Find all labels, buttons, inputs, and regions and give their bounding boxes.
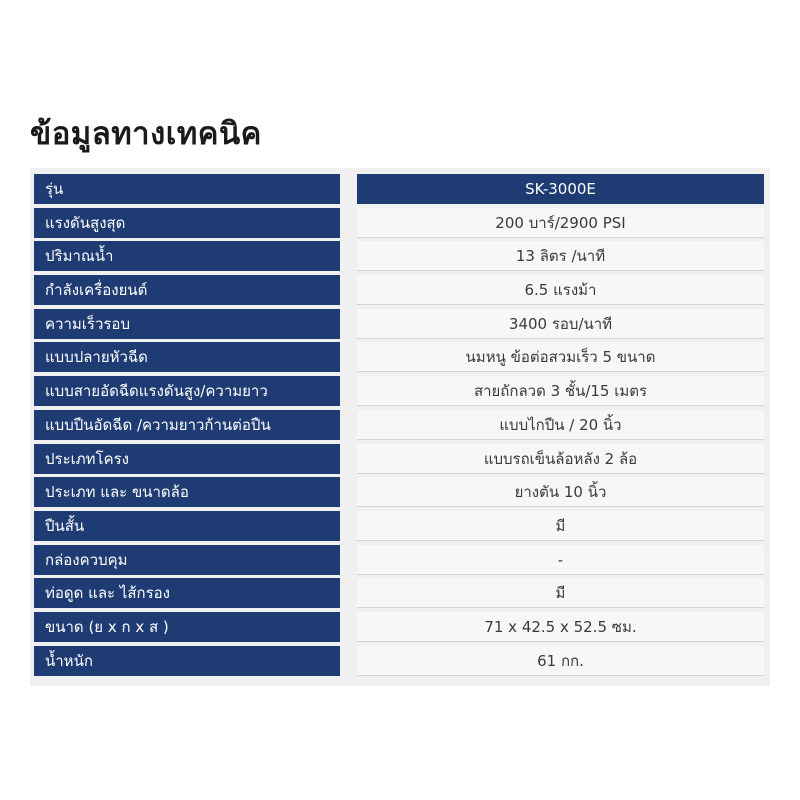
spec-table: [34, 174, 764, 679]
spec-row-suction-filter: [34, 578, 764, 608]
spec-value: 71 x 42.5 x 52.5 ซม.: [357, 612, 764, 642]
spec-label: แรงดันสูงสุด: [34, 208, 340, 238]
spec-label: ขนาด (ย x ก x ส ): [34, 612, 340, 642]
spec-label: ท่อดูด และ ไส้กรอง: [34, 578, 340, 608]
spec-label: ประเภทโครง: [34, 444, 340, 474]
spec-row-water-flow: [34, 241, 764, 271]
spec-value: -: [357, 545, 764, 575]
spec-label: กำลังเครื่องยนต์: [34, 275, 340, 305]
spec-value: ยางตัน 10 นิ้ว: [357, 477, 764, 507]
spec-value: 61 กก.: [357, 646, 764, 676]
spec-label: รุ่น: [34, 174, 340, 204]
spec-value: SK-3000E: [357, 174, 764, 204]
spec-row-frame-type: [34, 444, 764, 474]
spec-row-weight: [34, 646, 764, 676]
spec-value: 200 บาร์/2900 PSI: [357, 208, 764, 238]
spec-row-gun: [34, 410, 764, 440]
spec-row-control-box: [34, 545, 764, 575]
spec-value: แบบรถเข็นล้อหลัง 2 ล้อ: [357, 444, 764, 474]
spec-label: น้ำหนัก: [34, 646, 340, 676]
spec-label: แบบสายอัดฉีดแรงดันสูง/ความยาว: [34, 376, 340, 406]
spec-value: มี: [357, 511, 764, 541]
spec-value: มี: [357, 578, 764, 608]
spec-row-hose: [34, 376, 764, 406]
spec-row-engine-power: [34, 275, 764, 305]
spec-row-nozzle-type: [34, 342, 764, 372]
spec-label: แบบปลายหัวฉีด: [34, 342, 340, 372]
spec-value: 3400 รอบ/นาที: [357, 309, 764, 339]
spec-label: ประเภท และ ขนาดล้อ: [34, 477, 340, 507]
spec-row-model: [34, 174, 764, 204]
spec-row-max-pressure: [34, 208, 764, 238]
spec-value: 13 ลิตร /นาที: [357, 241, 764, 271]
spec-row-short-gun: [34, 511, 764, 541]
spec-row-wheels: [34, 477, 764, 507]
spec-value: แบบไกปืน / 20 นิ้ว: [357, 410, 764, 440]
spec-label: ปริมาณน้ำ: [34, 241, 340, 271]
spec-label: แบบปืนอัดฉีด /ความยาวก้านต่อปืน: [34, 410, 340, 440]
spec-label: ปืนสั้น: [34, 511, 340, 541]
spec-label: กล่องควบคุม: [34, 545, 340, 575]
spec-row-dimensions: [34, 612, 764, 642]
spec-row-rpm: [34, 309, 764, 339]
spec-label: ความเร็วรอบ: [34, 309, 340, 339]
spec-value: 6.5 แรงม้า: [357, 275, 764, 305]
spec-value: สายถักลวด 3 ชั้น/15 เมตร: [357, 376, 764, 406]
page-title: ข้อมูลทางเทคนิค: [30, 116, 262, 152]
spec-value: นมหนู ข้อต่อสวมเร็ว 5 ขนาด: [357, 342, 764, 372]
